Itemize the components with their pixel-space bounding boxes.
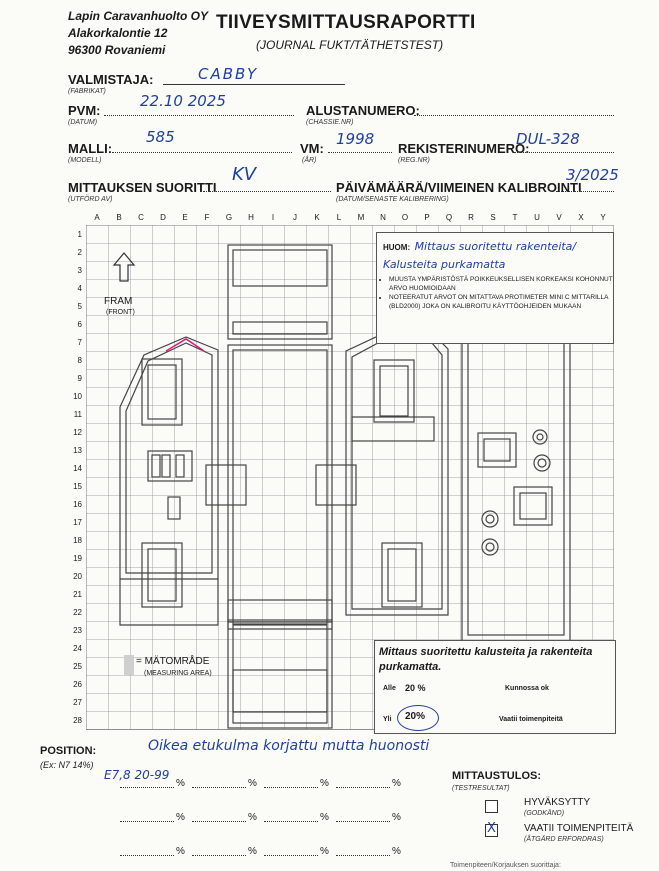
model-line — [112, 152, 292, 153]
action-sub: (ÅTGÄRD ERFORDRAS) — [524, 836, 604, 843]
percent-sign: % — [392, 778, 401, 789]
percent-sign: % — [320, 812, 329, 823]
column-letter: P — [424, 213, 430, 222]
percent-sign: % — [176, 846, 185, 857]
position-field[interactable] — [336, 821, 390, 822]
column-letter: X — [578, 213, 584, 222]
note-box — [376, 232, 614, 344]
front-label: (FRONT) — [106, 309, 135, 316]
row-number: 3 — [77, 266, 82, 275]
column-letter: D — [160, 213, 166, 222]
column-letter: J — [293, 213, 297, 222]
chassis-label: ALUSTANUMERO: — [306, 103, 420, 118]
calibration-value[interactable]: 3/2025 — [566, 166, 619, 184]
company-name: Lapin Caravanhuolto OY — [68, 9, 209, 23]
position-field[interactable] — [264, 821, 318, 822]
row-number: 12 — [73, 428, 82, 437]
column-letter: U — [534, 213, 540, 222]
approved-checkbox[interactable] — [485, 800, 498, 813]
position-field[interactable] — [192, 821, 246, 822]
note-handwritten[interactable]: Mittaus suoritettu rakenteita/ Kalusteita purkamatta — [383, 240, 577, 271]
percent-sign: % — [320, 778, 329, 789]
position-field[interactable] — [192, 787, 246, 788]
year-value[interactable]: 1998 — [336, 130, 375, 148]
model-sub: (MODELL) — [68, 157, 102, 164]
summary-text: Mittaus suoritettu kalusteita ja rakenteita purkamatta. — [379, 646, 593, 673]
percent-sign: % — [248, 812, 257, 823]
reg-sub: (REG.NR) — [398, 157, 430, 164]
calibration-sub: (DATUM/SENASTE KALIBRERING) — [336, 196, 449, 203]
report-title: TIIVEYSMITTAUSRAPORTTI — [216, 12, 476, 33]
percent-sign: % — [392, 812, 401, 823]
column-letter: S — [490, 213, 496, 222]
above-value: 20% — [405, 711, 426, 722]
column-letter: M — [357, 213, 365, 222]
column-letter: E — [182, 213, 188, 222]
column-letter: Y — [600, 213, 606, 222]
position-field[interactable] — [264, 787, 318, 788]
approved-label: HYVÄKSYTTY — [524, 797, 591, 808]
row-number: 24 — [73, 644, 82, 653]
below-label: Alle — [383, 685, 396, 692]
column-letter: N — [380, 213, 386, 222]
row-number: 4 — [77, 284, 82, 293]
manufacturer-value[interactable]: CABBY — [198, 65, 259, 83]
column-letter: H — [248, 213, 254, 222]
column-letter: A — [94, 213, 100, 222]
fram-label: FRAM — [104, 296, 133, 307]
column-letter: C — [138, 213, 144, 222]
legend-label: = MÄTOMRÅDE — [136, 656, 210, 667]
row-number: 27 — [73, 698, 82, 707]
row-number: 28 — [73, 716, 82, 725]
column-letter: G — [225, 213, 233, 222]
result-label: MITTAUSTULOS: — [452, 770, 542, 782]
row-number: 25 — [73, 662, 82, 671]
reg-value[interactable]: DUL-328 — [516, 130, 580, 148]
position-example: (Ex: N7 14%) — [40, 760, 94, 770]
percent-sign: % — [176, 812, 185, 823]
manufacturer-line — [163, 84, 345, 85]
date-sub: (DATUM) — [68, 119, 98, 126]
row-number: 2 — [77, 248, 82, 257]
report-subtitle: (JOURNAL FUKT/TÄTHETSTEST) — [256, 38, 444, 52]
row-number: 9 — [77, 374, 82, 383]
below-value: 20 % — [405, 683, 426, 693]
position-field[interactable] — [120, 855, 174, 856]
note-item: • NOTEERATUT ARVOT ON MITATTAVA PROTIMETER MINI C MITTARILLA (BLD2000) JOKA ON KALIBROITU KÄYTTÖOHJEIDEN MUKAAN — [389, 293, 613, 311]
row-number: 18 — [73, 536, 82, 545]
model-label: MALLI: — [68, 141, 113, 156]
row-number: 8 — [77, 356, 82, 365]
company-address — [68, 8, 208, 59]
company-city: 96300 Rovaniemi — [68, 43, 166, 57]
column-letter: L — [336, 213, 342, 222]
row-number: 14 — [73, 464, 82, 473]
reg-label: REKISTERINUMERO: — [398, 141, 530, 156]
position-entry[interactable]: E7,8 20-99 — [104, 768, 170, 782]
row-number: 19 — [73, 554, 82, 563]
date-value[interactable]: 22.10 2025 — [140, 92, 226, 110]
action-label: VAATII TOIMENPITEITÄ — [524, 823, 634, 834]
row-number: 5 — [77, 302, 82, 311]
column-letter: F — [204, 213, 210, 222]
action-checkbox[interactable] — [485, 821, 498, 837]
position-label: POSITION: — [40, 745, 97, 757]
column-letter: K — [314, 213, 320, 222]
legend-sub: (MEASURING AREA) — [144, 670, 212, 677]
position-handwritten[interactable]: Oikea etukulma korjattu mutta huonosti — [148, 738, 430, 754]
row-number: 1 — [77, 230, 82, 239]
row-number: 11 — [73, 410, 82, 419]
footer-text: Toimenpiteen/Korjauksen suorittaja: — [450, 862, 561, 869]
position-field[interactable] — [192, 855, 246, 856]
column-letter: Q — [445, 213, 453, 222]
manufacturer-sub: (FABRIKAT) — [68, 88, 106, 95]
row-number: 6 — [77, 320, 82, 329]
date-label: PVM: — [68, 103, 101, 118]
summary-box — [374, 640, 616, 734]
column-letter: R — [468, 213, 474, 222]
action-label: Vaatii toimenpiteitä — [499, 716, 563, 723]
row-number: 23 — [73, 626, 82, 635]
year-label: VM: — [300, 141, 324, 156]
row-number: 17 — [73, 518, 82, 527]
chassis-sub: (CHASSIE.NR) — [306, 119, 354, 126]
percent-sign: % — [176, 778, 185, 789]
column-letter: T — [512, 213, 518, 222]
performer-value[interactable]: KV — [232, 164, 257, 185]
reg-line — [514, 152, 614, 153]
percent-sign: % — [320, 846, 329, 857]
row-number: 13 — [73, 446, 82, 455]
column-letter: I — [271, 213, 275, 222]
row-number: 10 — [73, 392, 82, 401]
note-title: HUOM: — [383, 243, 411, 252]
row-number: 7 — [77, 338, 82, 347]
percent-sign: % — [248, 778, 257, 789]
above-label: Yli — [383, 716, 392, 723]
calibration-label: PÄIVÄMÄÄRÄ/VIIMEINEN KALIBROINTI — [336, 180, 582, 195]
position-field[interactable] — [264, 855, 318, 856]
company-street: Alakorkalontie 12 — [68, 26, 168, 40]
position-field[interactable] — [336, 855, 390, 856]
ok-label: Kunnossa ok — [505, 685, 549, 692]
position-field[interactable] — [120, 821, 174, 822]
row-number: 21 — [73, 590, 82, 599]
legend-swatch — [124, 655, 134, 675]
column-letter: O — [401, 213, 409, 222]
performer-label: MITTAUKSEN SUORITTI — [68, 180, 217, 195]
year-sub: (ÅR) — [302, 157, 317, 164]
calibration-line — [556, 191, 614, 192]
row-number: 15 — [73, 482, 82, 491]
manufacturer-label: VALMISTAJA: — [68, 72, 154, 87]
approved-sub: (GODKÄND) — [524, 810, 565, 817]
result-sub: (TESTRESULTAT) — [452, 785, 510, 792]
column-letter: V — [556, 213, 562, 222]
year-line — [328, 152, 392, 153]
percent-sign: % — [248, 846, 257, 857]
performer-sub: (UTFÖRD AV) — [68, 196, 113, 203]
row-number: 16 — [73, 500, 82, 509]
position-field[interactable] — [336, 787, 390, 788]
date-line — [104, 115, 294, 116]
column-letter: B — [116, 213, 122, 222]
note-item: • MUUSTA YMPÄRISTÖSTÄ POIKKEUKSELLISEN KORKEAKSI KOHONNUT ARVO HUOMIOIDAAN — [389, 275, 613, 293]
position-field[interactable] — [120, 787, 174, 788]
percent-sign: % — [392, 846, 401, 857]
check-x-icon: X — [487, 821, 496, 836]
model-value[interactable]: 585 — [146, 128, 175, 146]
performer-line — [203, 191, 331, 192]
row-number: 26 — [73, 680, 82, 689]
row-number: 22 — [73, 608, 82, 617]
note-list — [377, 275, 613, 311]
row-number: 20 — [73, 572, 82, 581]
chassis-line — [414, 115, 614, 116]
